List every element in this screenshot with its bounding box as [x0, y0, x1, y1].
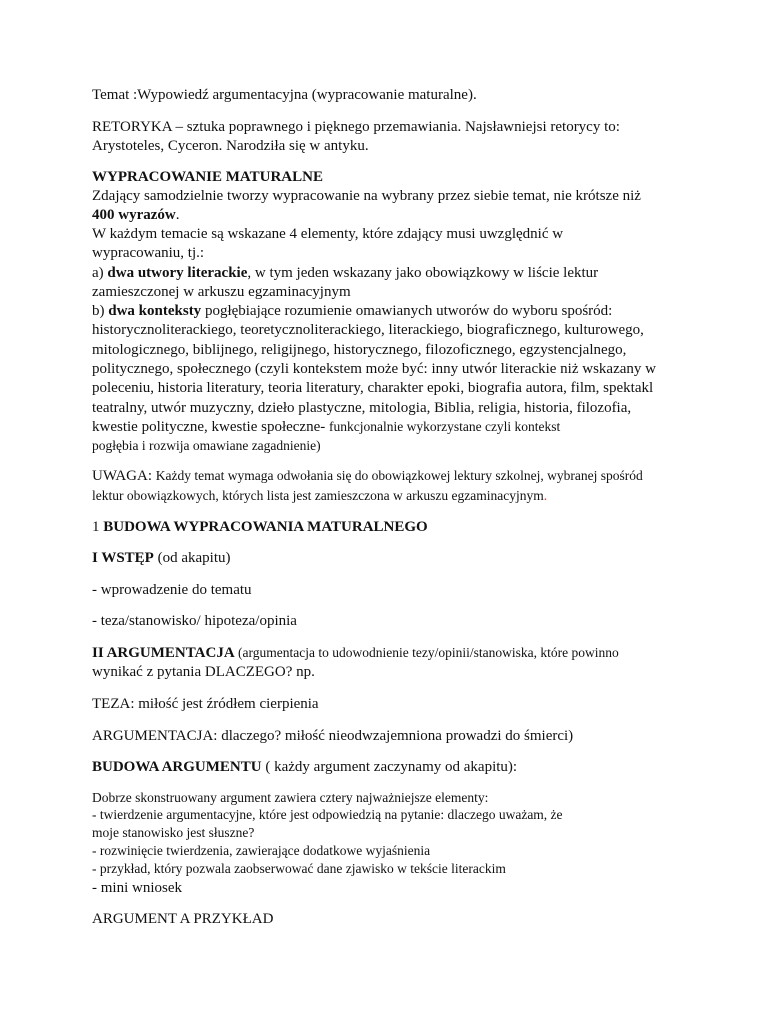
budowa-arg-line-3: moje stanowisko jest słuszne?	[92, 825, 255, 840]
item-b-line-6: teatralny, utwór muzyczny, dzieło plastyczne, mitologia, Biblia, religia, historia, filozofia,	[92, 400, 632, 416]
uwaga-label: UWAGA:	[92, 468, 156, 484]
budowa-arg-line-2: - twierdzenie argumentacyjne, które jest odpowiedzią na pytanie: dlaczego uważam, że	[92, 807, 563, 822]
item-a-line-1	[92, 264, 598, 282]
topic-line: Temat :Wypowiedź argumentacyjna (wypracowanie maturalne).	[92, 87, 477, 103]
wyp-line-2	[92, 206, 179, 224]
argumentacja-example-line: ARGUMENTACJA: dlaczego? miłość nieodwzajemniona prowadzi do śmierci)	[92, 728, 574, 744]
item-b-rest: pogłębiające rozumienie omawianych utworów do wyboru spośród:	[201, 303, 613, 319]
budowa-heading	[92, 518, 428, 536]
item-b-line-7	[92, 418, 560, 436]
wyp-line-4: wypracowaniu, tj.:	[92, 245, 205, 261]
teza-line: TEZA: miłość jest źródłem cierpienia	[92, 696, 319, 712]
budowa-argumentu-rest: ( każdy argument zaczynamy od akapitu):	[261, 759, 518, 775]
argumentacja-line-2: wynikać z pytania DLACZEGO? np.	[92, 664, 315, 680]
argumentacja-title: II ARGUMENTACJA	[92, 645, 235, 661]
retoryka-line-1: RETORYKA – sztuka poprawnego i pięknego przemawiania. Najsławniejsi retorycy to:	[92, 119, 620, 135]
budowa-arg-line-6: - mini wniosek	[92, 880, 182, 896]
item-a-line-2: zamieszczonej w arkuszu egzaminacyjnym	[92, 284, 351, 300]
uwaga-line-2-text: lektur obowiązkowych, których lista jest zamieszczona w arkuszu egzaminacyjnym	[92, 488, 544, 503]
budowa-arg-line-5: - przykład, który pozwala zaobserwować dane zjawisko w tekście literackim	[92, 861, 506, 876]
budowa-arg-line-1: Dobrze skonstruowany argument zawiera cztery najważniejsze elementy:	[92, 790, 489, 805]
uwaga-text: Każdy temat wymaga odwołania się do obowiązkowej lektury szkolnej, wybranej spośród	[155, 468, 643, 483]
wstep-rest: (od akapitu)	[153, 550, 231, 566]
wypracowanie-heading	[92, 168, 323, 186]
retoryka-line-2: Arystoteles, Cyceron. Narodziła się w antyku.	[92, 138, 369, 154]
word-count-end: .	[175, 207, 180, 223]
item-b-line-2: historycznoliterackiego, teoretycznoliterackiego, literackiego, biograficznego, kulturowego,	[92, 322, 644, 338]
item-b-line-7-start: kwestie polityczne, kwestie społeczne-	[92, 419, 329, 435]
budowa-number: 1	[92, 519, 104, 535]
wyp-line-1: Zdający samodzielnie tworzy wypracowanie na wybrany przez siebie temat, nie krótsze niż	[92, 188, 641, 204]
argumentacja-rest: (argumentacja to udowodnienie tezy/opinii/stanowiska, które powinno	[234, 645, 619, 660]
wstep-heading	[92, 549, 230, 567]
budowa-argumentu-heading	[92, 758, 517, 776]
wstep-item-2: - teza/stanowisko/ hipoteza/opinia	[92, 613, 297, 629]
item-a-prefix: a)	[92, 265, 108, 281]
wstep-title: I WSTĘP	[92, 550, 154, 566]
wstep-item-1: - wprowadzenie do tematu	[92, 582, 252, 598]
uwaga-line-1	[92, 467, 643, 485]
item-b-prefix: b)	[92, 303, 109, 319]
heading-text: WYPRACOWANIE MATURALNE	[92, 169, 323, 185]
item-b-line-8: pogłębia i rozwija omawiane zagadnienie)	[92, 438, 321, 453]
item-b-bold: dwa konteksty	[108, 303, 202, 319]
budowa-argumentu-title: BUDOWA ARGUMENTU	[92, 759, 262, 775]
argumentacja-heading	[92, 644, 619, 662]
item-b-line-4: politycznego, społecznego (czyli kontekstem może być: inny utwór literackie niż wskazany w	[92, 361, 656, 377]
item-b-line-1	[92, 302, 612, 320]
item-b-line-5: poleceniu, historia literatury, teoria literatury, charakter epoki, biografia autora, film, spektakl	[92, 380, 654, 396]
item-a-bold: dwa utwory literackie	[107, 265, 248, 281]
uwaga-line-2-period: .	[543, 488, 548, 503]
argument-przyklad-heading: ARGUMENT A PRZYKŁAD	[92, 911, 274, 927]
item-b-line-3: mitologicznego, biblijnego, religijnego, historycznego, filozoficznego, egzystencjalnego,	[92, 342, 627, 358]
item-a-rest: , w tym jeden wskazany jako obowiązkowy w liście lektur	[247, 265, 599, 281]
budowa-arg-line-4: - rozwinięcie twierdzenia, zawierające dodatkowe wyjaśnienia	[92, 843, 431, 858]
item-b-line-7-end: funkcjonalnie wykorzystane czyli kontekst	[329, 419, 561, 434]
uwaga-line-2	[92, 487, 547, 505]
budowa-title: BUDOWA WYPRACOWANIA MATURALNEGO	[103, 519, 428, 535]
word-count-bold: 400 wyrazów	[92, 207, 176, 223]
wyp-line-3: W każdym temacie są wskazane 4 elementy, które zdający musi uwzględnić w	[92, 226, 564, 242]
